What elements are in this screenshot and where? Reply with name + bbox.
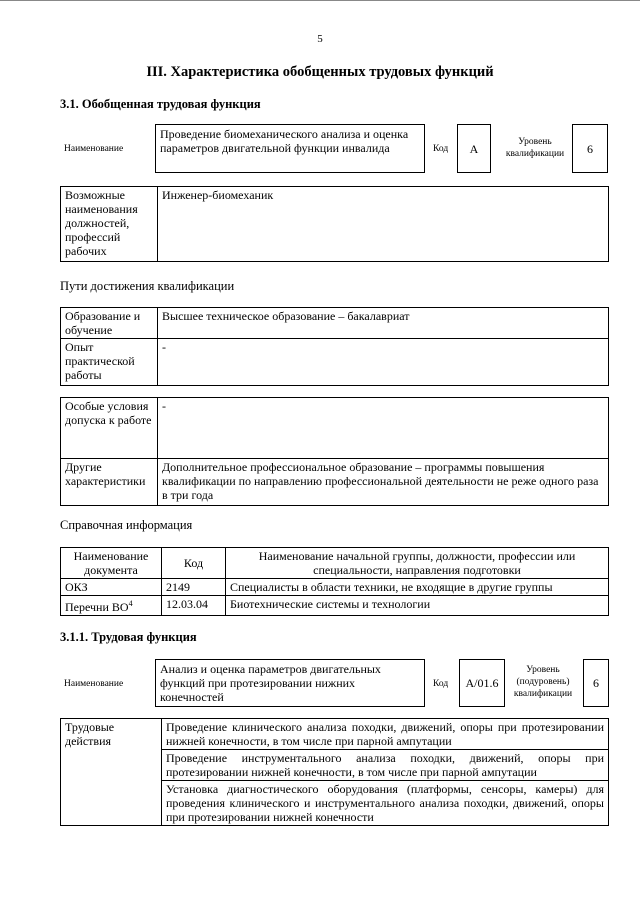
tf-code-label: Код: [433, 679, 449, 689]
gtf-name-label: Наименование: [64, 144, 124, 154]
tf-level-label: Уровень (подуровень) квалификации: [513, 665, 573, 699]
other-value: Дополнительное профессиональное образование – программы повышения квалификации по направлению профессиональной деятельности не реже одного раза в три года: [158, 459, 609, 506]
tf-name-label: Наименование: [64, 679, 124, 689]
table-row: [61, 719, 609, 750]
table-row: [61, 596, 609, 616]
special-row: [61, 398, 609, 459]
gtf-level-box: [572, 124, 608, 173]
ref-code: 2149: [162, 579, 226, 596]
ref-doc: ОКЗ: [61, 579, 162, 596]
ref-header-doc: Наименование документа: [61, 548, 162, 579]
page-number: 5: [317, 33, 323, 45]
paths-heading: Пути достижения квалификации: [60, 279, 235, 293]
tf-heading: 3.1.1. Трудовая функция: [60, 630, 197, 644]
ref-name: Биотехнические системы и технологии: [226, 596, 609, 616]
positions-label: Возможные наименования должностей, профессий рабочих: [61, 187, 158, 262]
special-label: Особые условия допуска к работе: [61, 398, 158, 459]
experience-value: -: [158, 339, 609, 386]
positions-table: [60, 186, 609, 262]
tf-code-box: [459, 659, 505, 707]
ref-name: Специалисты в области техники, не входящие в другие группы: [226, 579, 609, 596]
experience-row: [61, 339, 609, 386]
special-value: -: [158, 398, 609, 459]
tf-level-box: [583, 659, 609, 707]
reference-table: [60, 547, 609, 616]
gtf-level-label: Уровень квалификации: [505, 137, 565, 159]
footnote-mark: 4: [128, 599, 133, 608]
ref-doc-cell: [61, 596, 162, 616]
education-label: Образование и обучение: [61, 308, 158, 339]
gtf-code-box: [457, 124, 491, 173]
education-value: Высшее техническое образование – бакалавриат: [158, 308, 609, 339]
gtf-name-box: [155, 124, 425, 173]
other-row: [61, 459, 609, 506]
tf-name-box: [155, 659, 425, 707]
reference-heading: Справочная информация: [60, 518, 193, 532]
tf-name-value: Анализ и оценка параметров двигательных функций при протезировании нижних конечностей: [160, 662, 381, 704]
education-table: [60, 307, 609, 386]
reference-header-row: [61, 548, 609, 579]
tf-code-value: А/01.6: [465, 676, 499, 690]
gtf-code-label: Код: [433, 144, 449, 154]
gtf-level-value: 6: [587, 142, 593, 156]
table-row: [61, 579, 609, 596]
section-title: III. Характеристика обобщенных трудовых функций: [146, 64, 494, 80]
top-border-line: [0, 0, 640, 1]
gtf-code-value: А: [469, 142, 479, 156]
experience-label: Опыт практической работы: [61, 339, 158, 386]
ref-code: 12.03.04: [162, 596, 226, 616]
gtf-heading: 3.1. Обобщенная трудовая функция: [60, 97, 261, 111]
positions-value: Инженер-биомеханик: [158, 187, 609, 262]
positions-row: [61, 187, 609, 262]
action-item: Проведение клинического анализа походки, движений, опоры при протезировании нижней конечности, в том числе при парной ампутации: [162, 719, 609, 750]
gtf-name-value: Проведение биомеханического анализа и оценка параметров двигательной функции инвалида: [160, 127, 409, 155]
ref-header-name: Наименование начальной группы, должности, профессии или специальности, направления подготовки: [226, 548, 609, 579]
conditions-table: [60, 397, 609, 506]
action-item: Проведение инструментального анализа походки, движений, опоры при протезировании нижней конечности, в том числе при парной ампутации: [162, 750, 609, 781]
ref-header-code: Код: [162, 548, 226, 579]
action-item: Установка диагностического оборудования (платформы, сенсоры, камеры) для проведения клинического и инструментального анализа походки, движений, опоры при протезировании нижней конечности: [162, 781, 609, 826]
tf-level-value: 6: [593, 676, 599, 690]
ref-doc: Перечни ВО: [65, 600, 129, 614]
education-row: [61, 308, 609, 339]
other-label: Другие характеристики: [61, 459, 158, 506]
actions-label: Трудовые действия: [61, 719, 162, 826]
actions-table: [60, 718, 609, 826]
